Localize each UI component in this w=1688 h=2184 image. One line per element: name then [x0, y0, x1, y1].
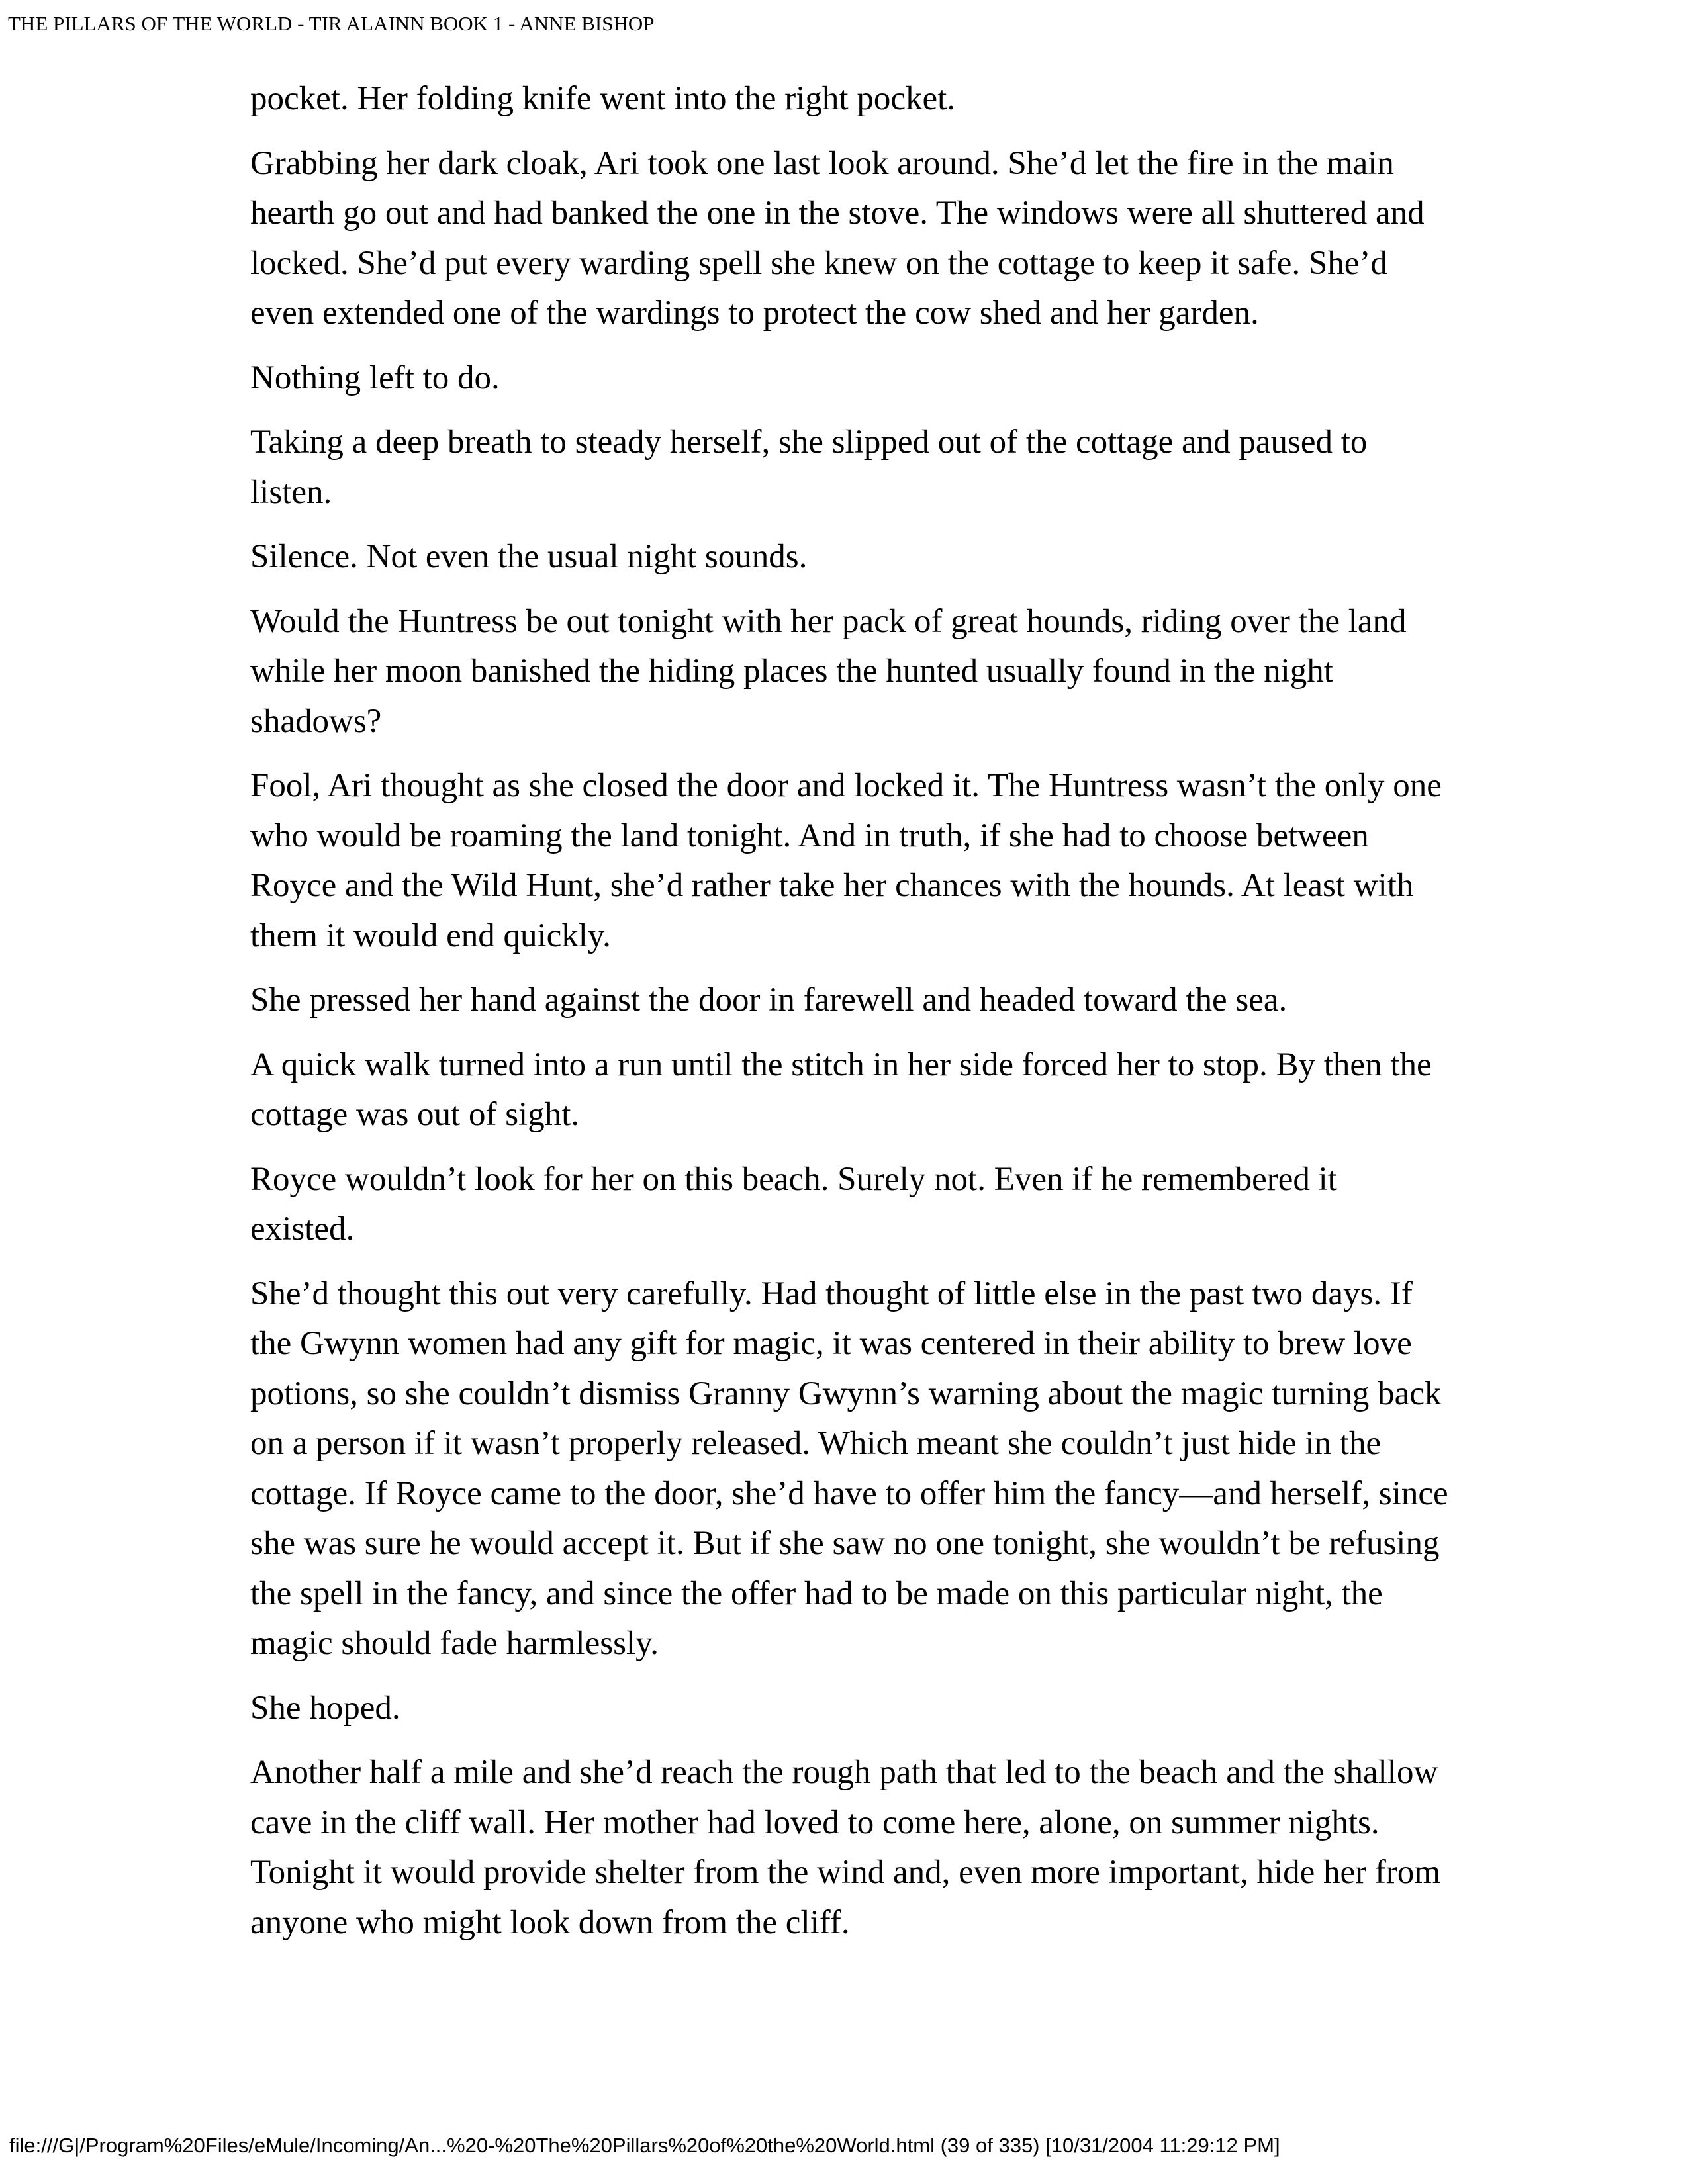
paragraph: She pressed her hand against the door in farewell and headed toward the sea.	[250, 981, 1288, 1019]
paragraph: Taking a deep breath to steady herself, she slipped out of the cottage and paused to listen.	[250, 424, 1368, 511]
paragraph: Grabbing her dark cloak, Ari took one last look around. She’d let the fire in the main hearth go out and had banked the one in the stove. The windows were all shuttered and locked. She’d put every warding spell she knew on the cottage to keep it safe. She’d even extended one of the wardings to protect the cow shed and her garden.	[250, 144, 1425, 332]
book-text	[250, 74, 1448, 1962]
paragraph: Fool, Ari thought as she closed the door and locked it. The Huntress wasn’t the only one who would be roaming the land tonight. And in truth, if she had to choose between Royce and the Wild Hunt, she’d rather take her chances with the hounds. At least with them it would end quickly.	[250, 767, 1442, 954]
paragraph: pocket. Her folding knife went into the right pocket.	[250, 80, 956, 117]
page-footer-url: file:///G|/Program%20Files/eMule/Incoming/An...%20-%20The%20Pillars%20of%20the%20World.html (39 of 335) [10/31/2004 11:29:12 PM]	[9, 2134, 1280, 2157]
paragraph: Royce wouldn’t look for her on this beach. Surely not. Even if he remembered it existed.	[250, 1160, 1337, 1248]
paragraph: A quick walk turned into a run until the stitch in her side forced her to stop. By then the cottage was out of sight.	[250, 1046, 1432, 1133]
paragraph: She hoped.	[250, 1689, 400, 1727]
paragraph: Nothing left to do.	[250, 359, 500, 396]
paragraph: Would the Huntress be out tonight with her pack of great hounds, riding over the land while her moon banished the hiding places the hunted usually found in the night shadows?	[250, 602, 1407, 740]
paragraph: Silence. Not even the usual night sounds.	[250, 538, 808, 575]
page-header: THE PILLARS OF THE WORLD - TIR ALAINN BOOK 1 - ANNE BISHOP	[8, 12, 655, 35]
paragraph: She’d thought this out very carefully. Had thought of little else in the past two days. If the Gwynn women had any gift for magic, it was centered in their ability to brew love potions, so she couldn’t dismiss Granny Gwynn’s warning about the magic turning back on a person if it wasn’t properly released. Which meant she couldn’t just hide in the cottage. If Royce came to the door, she’d have to offer him the fancy—and herself, since she was sure he would accept it. But if she saw no one tonight, she wouldn’t be refusing the spell in the fancy, and since the offer had to be made on this particular night, the magic should fade harmlessly.	[250, 1275, 1448, 1662]
paragraph: Another half a mile and she’d reach the rough path that led to the beach and the shallow cave in the cliff wall. Her mother had loved to come here, alone, on summer nights. Tonight it would provide shelter from the wind and, even more important, hide her from anyone who might look down from the cliff.	[250, 1754, 1440, 1941]
